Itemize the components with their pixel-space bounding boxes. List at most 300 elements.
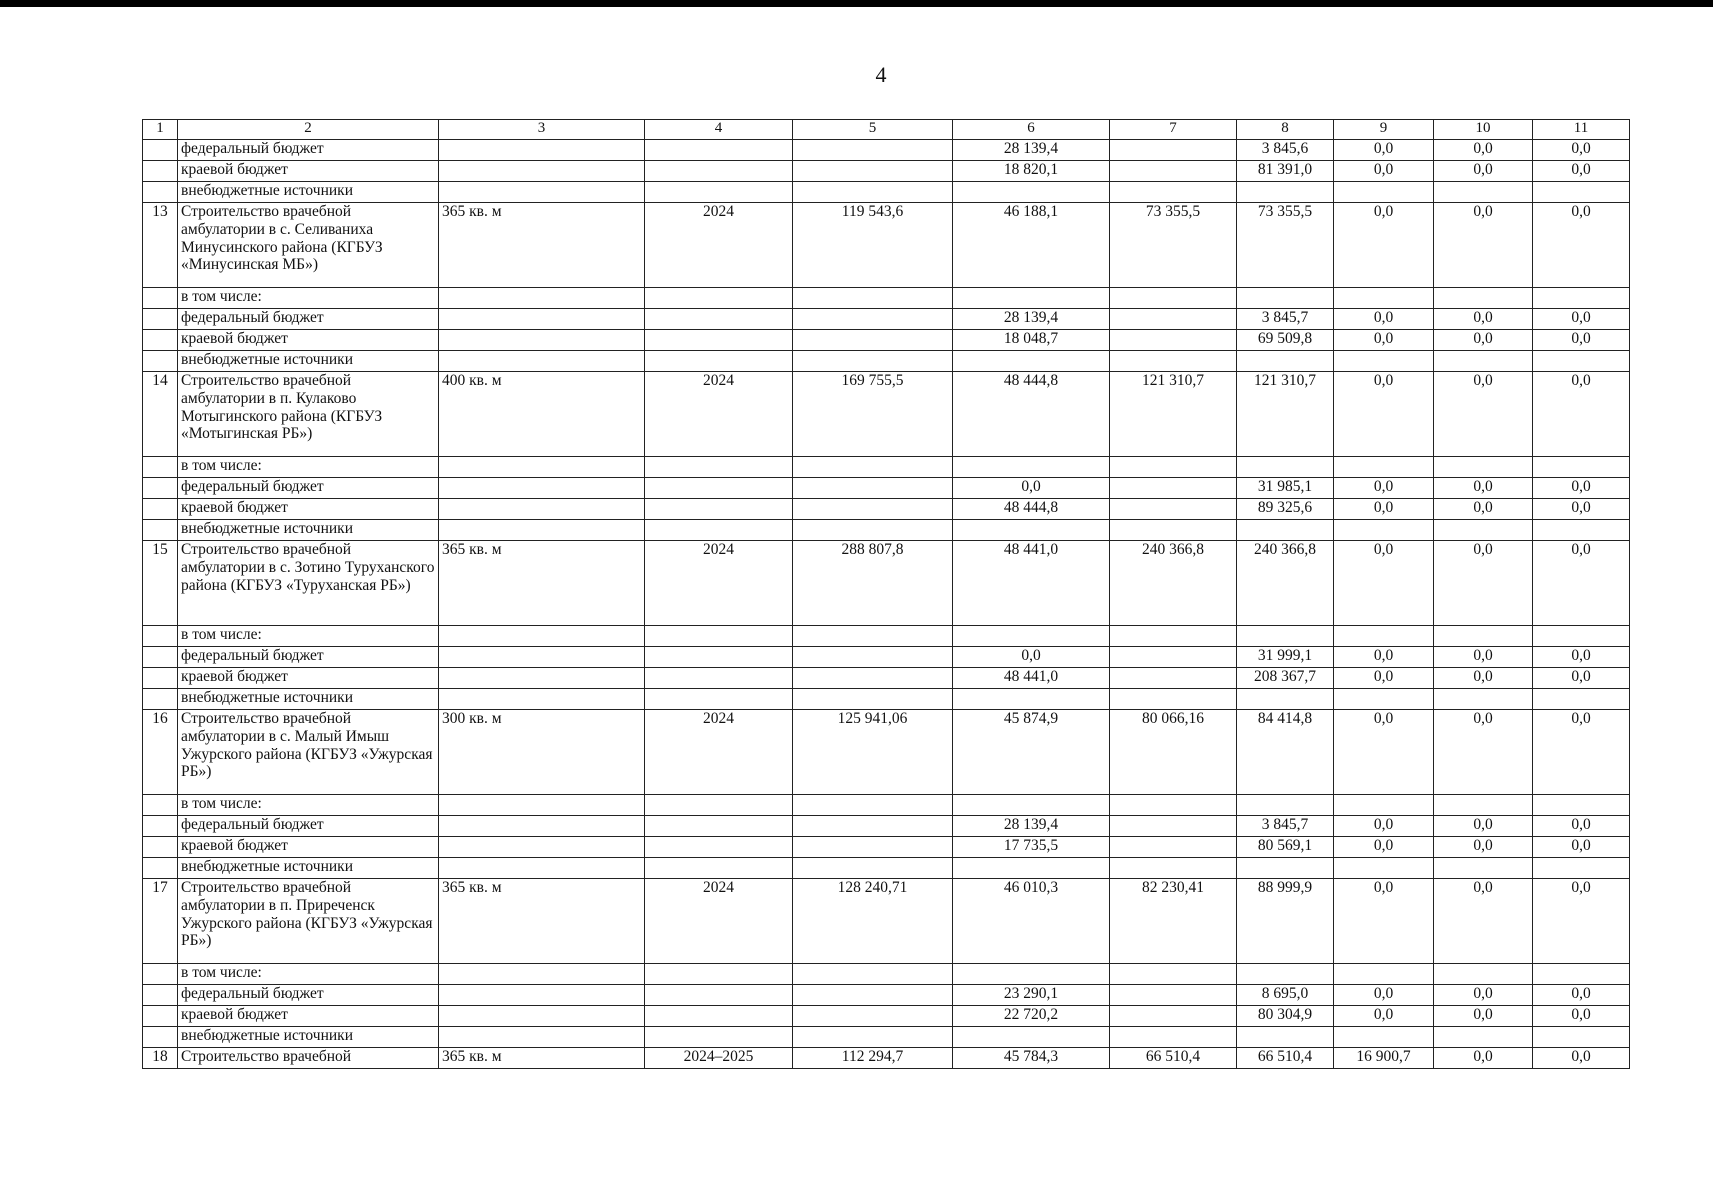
cell-total-cost	[793, 288, 953, 309]
cell-col-9-value	[1334, 182, 1434, 203]
cell-capacity	[439, 816, 645, 837]
cell-total-cost	[793, 795, 953, 816]
cell-col-11-value	[1533, 351, 1630, 372]
cell-period	[645, 964, 793, 985]
cell-col-8-value	[1237, 457, 1334, 478]
column-header-3: 3	[439, 120, 645, 140]
table-row-project	[143, 879, 1630, 964]
cell-item-description: Строительство врачебной амбулатории в с. Малый Имыш Ужурского района (КГБУЗ «Ужурская РБ»)	[178, 710, 439, 795]
cell-col-10-value	[1434, 351, 1533, 372]
cell-row-index	[143, 858, 178, 879]
cell-item-description: в том числе:	[178, 964, 439, 985]
cell-col-11-value: 0,0	[1533, 1006, 1630, 1027]
cell-col-11-value	[1533, 1027, 1630, 1048]
cell-total-cost	[793, 626, 953, 647]
cell-col-8-value: 80 304,9	[1237, 1006, 1334, 1027]
cell-col-6-value	[953, 689, 1110, 710]
cell-col-11-value	[1533, 457, 1630, 478]
cell-total-cost	[793, 182, 953, 203]
cell-capacity	[439, 647, 645, 668]
table-row-funding-source	[143, 351, 1630, 372]
cell-capacity	[439, 689, 645, 710]
cell-col-8-value: 88 999,9	[1237, 879, 1334, 964]
cell-col-11-value: 0,0	[1533, 647, 1630, 668]
cell-col-11-value: 0,0	[1533, 309, 1630, 330]
cell-col-8-value	[1237, 288, 1334, 309]
cell-col-11-value	[1533, 182, 1630, 203]
cell-col-10-value	[1434, 964, 1533, 985]
cell-col-6-value: 45 874,9	[953, 710, 1110, 795]
cell-capacity	[439, 499, 645, 520]
cell-col-8-value: 80 569,1	[1237, 837, 1334, 858]
column-header-7: 7	[1110, 120, 1237, 140]
table-row-funding-source	[143, 140, 1630, 161]
cell-col-10-value: 0,0	[1434, 668, 1533, 689]
cell-col-6-value	[953, 964, 1110, 985]
cell-col-10-value: 0,0	[1434, 330, 1533, 351]
cell-capacity	[439, 288, 645, 309]
column-header-9: 9	[1334, 120, 1434, 140]
cell-item-description: в том числе:	[178, 288, 439, 309]
cell-col-9-value	[1334, 351, 1434, 372]
cell-col-9-value: 0,0	[1334, 499, 1434, 520]
cell-total-cost: 112 294,7	[793, 1048, 953, 1069]
cell-col-11-value: 0,0	[1533, 161, 1630, 182]
cell-col-6-value	[953, 858, 1110, 879]
cell-total-cost	[793, 837, 953, 858]
cell-total-cost: 119 543,6	[793, 203, 953, 288]
cell-col-6-value: 22 720,2	[953, 1006, 1110, 1027]
cell-item-description: краевой бюджет	[178, 330, 439, 351]
table-header-row	[143, 120, 1630, 140]
cell-col-6-value: 48 441,0	[953, 541, 1110, 626]
cell-item-description: федеральный бюджет	[178, 478, 439, 499]
table-row-funding-source	[143, 182, 1630, 203]
cell-col-9-value	[1334, 288, 1434, 309]
cell-col-7-value	[1110, 668, 1237, 689]
cell-total-cost: 128 240,71	[793, 879, 953, 964]
cell-total-cost	[793, 1006, 953, 1027]
cell-col-8-value: 3 845,6	[1237, 140, 1334, 161]
cell-col-10-value	[1434, 795, 1533, 816]
cell-col-7-value	[1110, 647, 1237, 668]
cell-period: 2024	[645, 203, 793, 288]
cell-total-cost: 288 807,8	[793, 541, 953, 626]
cell-col-10-value	[1434, 457, 1533, 478]
cell-capacity: 365 кв. м	[439, 541, 645, 626]
cell-row-index	[143, 689, 178, 710]
cell-col-11-value: 0,0	[1533, 372, 1630, 457]
cell-item-description: федеральный бюджет	[178, 985, 439, 1006]
cell-capacity	[439, 140, 645, 161]
cell-period	[645, 795, 793, 816]
cell-row-index	[143, 457, 178, 478]
cell-col-11-value	[1533, 626, 1630, 647]
cell-col-6-value	[953, 351, 1110, 372]
cell-col-7-value	[1110, 689, 1237, 710]
cell-col-9-value	[1334, 1027, 1434, 1048]
cell-col-7-value	[1110, 858, 1237, 879]
cell-col-11-value: 0,0	[1533, 499, 1630, 520]
cell-col-11-value: 0,0	[1533, 478, 1630, 499]
cell-col-9-value: 0,0	[1334, 710, 1434, 795]
cell-period	[645, 288, 793, 309]
cell-col-7-value: 73 355,5	[1110, 203, 1237, 288]
cell-col-9-value	[1334, 689, 1434, 710]
cell-item-description: федеральный бюджет	[178, 309, 439, 330]
cell-total-cost	[793, 858, 953, 879]
cell-item-description: краевой бюджет	[178, 499, 439, 520]
cell-row-index	[143, 140, 178, 161]
cell-item-description: Строительство врачебной	[178, 1048, 439, 1069]
cell-col-10-value: 0,0	[1434, 816, 1533, 837]
table-row-funding-source	[143, 816, 1630, 837]
cell-period	[645, 837, 793, 858]
cell-col-6-value: 18 048,7	[953, 330, 1110, 351]
cell-row-index	[143, 668, 178, 689]
cell-col-6-value: 0,0	[953, 478, 1110, 499]
cell-row-index	[143, 520, 178, 541]
cell-col-11-value: 0,0	[1533, 816, 1630, 837]
cell-period: 2024	[645, 541, 793, 626]
cell-col-10-value: 0,0	[1434, 140, 1533, 161]
cell-col-7-value: 240 366,8	[1110, 541, 1237, 626]
page-number: 4	[875, 62, 887, 87]
cell-col-11-value: 0,0	[1533, 985, 1630, 1006]
table-body	[143, 120, 1630, 1069]
cell-col-7-value: 82 230,41	[1110, 879, 1237, 964]
cell-col-6-value: 46 010,3	[953, 879, 1110, 964]
cell-col-6-value: 48 441,0	[953, 668, 1110, 689]
cell-total-cost	[793, 140, 953, 161]
column-header-4: 4	[645, 120, 793, 140]
cell-col-10-value	[1434, 288, 1533, 309]
cell-col-10-value: 0,0	[1434, 541, 1533, 626]
cell-period	[645, 457, 793, 478]
cell-col-6-value: 45 784,3	[953, 1048, 1110, 1069]
cell-total-cost	[793, 520, 953, 541]
cell-col-10-value: 0,0	[1434, 710, 1533, 795]
table-row-funding-source	[143, 288, 1630, 309]
cell-total-cost	[793, 1027, 953, 1048]
cell-col-9-value: 0,0	[1334, 837, 1434, 858]
column-header-5: 5	[793, 120, 953, 140]
cell-capacity: 365 кв. м	[439, 1048, 645, 1069]
cell-col-10-value: 0,0	[1434, 985, 1533, 1006]
cell-col-8-value: 66 510,4	[1237, 1048, 1334, 1069]
cell-col-10-value	[1434, 626, 1533, 647]
cell-row-index	[143, 964, 178, 985]
cell-col-10-value: 0,0	[1434, 478, 1533, 499]
cell-col-7-value	[1110, 837, 1237, 858]
cell-row-index: 17	[143, 879, 178, 964]
cell-col-6-value	[953, 795, 1110, 816]
cell-row-index	[143, 647, 178, 668]
cell-col-10-value: 0,0	[1434, 161, 1533, 182]
cell-capacity	[439, 351, 645, 372]
cell-item-description: внебюджетные источники	[178, 351, 439, 372]
cell-row-index	[143, 985, 178, 1006]
cell-col-8-value	[1237, 689, 1334, 710]
table-row-funding-source	[143, 647, 1630, 668]
cell-period: 2024	[645, 710, 793, 795]
cell-row-index	[143, 309, 178, 330]
cell-col-6-value: 48 444,8	[953, 372, 1110, 457]
cell-col-11-value: 0,0	[1533, 541, 1630, 626]
cell-item-description: внебюджетные источники	[178, 520, 439, 541]
cell-period	[645, 816, 793, 837]
cell-total-cost	[793, 478, 953, 499]
cell-col-6-value	[953, 626, 1110, 647]
table-row-funding-source	[143, 309, 1630, 330]
cell-period	[645, 309, 793, 330]
cell-row-index	[143, 478, 178, 499]
cell-col-8-value: 89 325,6	[1237, 499, 1334, 520]
cell-capacity	[439, 1027, 645, 1048]
cell-col-7-value	[1110, 182, 1237, 203]
cell-col-8-value: 31 985,1	[1237, 478, 1334, 499]
cell-col-9-value: 0,0	[1334, 879, 1434, 964]
cell-col-7-value	[1110, 330, 1237, 351]
cell-col-8-value: 3 845,7	[1237, 816, 1334, 837]
cell-col-8-value	[1237, 964, 1334, 985]
cell-col-7-value	[1110, 626, 1237, 647]
cell-row-index	[143, 351, 178, 372]
cell-capacity: 365 кв. м	[439, 879, 645, 964]
cell-capacity	[439, 478, 645, 499]
cell-row-index	[143, 330, 178, 351]
cell-col-6-value: 28 139,4	[953, 140, 1110, 161]
cell-item-description: федеральный бюджет	[178, 647, 439, 668]
cell-col-8-value: 240 366,8	[1237, 541, 1334, 626]
table-row-funding-source	[143, 985, 1630, 1006]
cell-col-11-value: 0,0	[1533, 1048, 1630, 1069]
cell-period	[645, 478, 793, 499]
cell-col-7-value	[1110, 288, 1237, 309]
cell-item-description: внебюджетные источники	[178, 182, 439, 203]
cell-col-8-value: 31 999,1	[1237, 647, 1334, 668]
table-row-funding-source	[143, 1006, 1630, 1027]
cell-item-description: в том числе:	[178, 457, 439, 478]
cell-col-11-value	[1533, 520, 1630, 541]
cell-col-9-value: 0,0	[1334, 309, 1434, 330]
cell-col-9-value: 0,0	[1334, 372, 1434, 457]
cell-item-description: краевой бюджет	[178, 161, 439, 182]
cell-col-9-value: 0,0	[1334, 541, 1434, 626]
cell-total-cost: 125 941,06	[793, 710, 953, 795]
cell-col-11-value	[1533, 964, 1630, 985]
cell-col-9-value: 16 900,7	[1334, 1048, 1434, 1069]
table-row-funding-source	[143, 499, 1630, 520]
column-header-10: 10	[1434, 120, 1533, 140]
cell-col-6-value: 0,0	[953, 647, 1110, 668]
cell-col-9-value: 0,0	[1334, 140, 1434, 161]
cell-col-9-value	[1334, 795, 1434, 816]
cell-col-7-value	[1110, 478, 1237, 499]
cell-row-index	[143, 182, 178, 203]
cell-col-6-value: 18 820,1	[953, 161, 1110, 182]
cell-col-8-value	[1237, 795, 1334, 816]
table-row-project	[143, 372, 1630, 457]
cell-total-cost	[793, 964, 953, 985]
cell-col-10-value: 0,0	[1434, 879, 1533, 964]
cell-row-index: 16	[143, 710, 178, 795]
cell-col-10-value: 0,0	[1434, 1048, 1533, 1069]
cell-item-description: Строительство врачебной амбулатории в с. Зотино Туруханского района (КГБУЗ «Туруханская РБ»)	[178, 541, 439, 626]
cell-row-index	[143, 1027, 178, 1048]
cell-col-6-value: 28 139,4	[953, 816, 1110, 837]
cell-row-index	[143, 1006, 178, 1027]
cell-col-11-value: 0,0	[1533, 668, 1630, 689]
cell-capacity: 365 кв. м	[439, 203, 645, 288]
cell-col-10-value: 0,0	[1434, 837, 1533, 858]
cell-col-7-value: 80 066,16	[1110, 710, 1237, 795]
cell-col-11-value: 0,0	[1533, 330, 1630, 351]
cell-col-11-value: 0,0	[1533, 837, 1630, 858]
cell-col-10-value: 0,0	[1434, 372, 1533, 457]
cell-item-description: в том числе:	[178, 795, 439, 816]
cell-total-cost	[793, 689, 953, 710]
cell-period	[645, 647, 793, 668]
cell-capacity	[439, 161, 645, 182]
cell-period	[645, 520, 793, 541]
cell-period	[645, 499, 793, 520]
cell-col-8-value	[1237, 858, 1334, 879]
cell-period	[645, 1006, 793, 1027]
cell-col-9-value: 0,0	[1334, 985, 1434, 1006]
cell-col-7-value	[1110, 1006, 1237, 1027]
table-row-funding-source	[143, 668, 1630, 689]
cell-col-8-value	[1237, 1027, 1334, 1048]
cell-total-cost	[793, 668, 953, 689]
cell-period	[645, 858, 793, 879]
cell-col-7-value	[1110, 161, 1237, 182]
cell-row-index	[143, 499, 178, 520]
cell-col-8-value: 81 391,0	[1237, 161, 1334, 182]
cell-item-description: федеральный бюджет	[178, 816, 439, 837]
table-row-funding-source	[143, 1027, 1630, 1048]
table-row-funding-source	[143, 795, 1630, 816]
cell-row-index	[143, 816, 178, 837]
cell-item-description: краевой бюджет	[178, 668, 439, 689]
cell-col-7-value	[1110, 140, 1237, 161]
cell-col-7-value	[1110, 816, 1237, 837]
cell-row-index: 14	[143, 372, 178, 457]
cell-col-8-value	[1237, 520, 1334, 541]
cell-col-9-value	[1334, 964, 1434, 985]
table-row-project	[143, 203, 1630, 288]
cell-col-7-value	[1110, 1027, 1237, 1048]
cell-col-6-value	[953, 457, 1110, 478]
cell-period	[645, 985, 793, 1006]
cell-col-9-value	[1334, 858, 1434, 879]
cell-item-description: федеральный бюджет	[178, 140, 439, 161]
cell-item-description: Строительство врачебной амбулатории в с. Селиваниха Минусинского района (КГБУЗ «Минусинская МБ»)	[178, 203, 439, 288]
table-row-funding-source	[143, 626, 1630, 647]
cell-col-7-value	[1110, 499, 1237, 520]
cell-col-6-value: 28 139,4	[953, 309, 1110, 330]
cell-col-9-value: 0,0	[1334, 478, 1434, 499]
cell-col-11-value	[1533, 858, 1630, 879]
cell-row-index	[143, 626, 178, 647]
cell-period	[645, 161, 793, 182]
cell-col-10-value	[1434, 1027, 1533, 1048]
cell-col-7-value: 66 510,4	[1110, 1048, 1237, 1069]
cell-row-index	[143, 288, 178, 309]
cell-item-description: внебюджетные источники	[178, 689, 439, 710]
cell-col-10-value: 0,0	[1434, 1006, 1533, 1027]
cell-capacity	[439, 626, 645, 647]
cell-col-8-value: 3 845,7	[1237, 309, 1334, 330]
cell-capacity	[439, 457, 645, 478]
cell-col-10-value	[1434, 858, 1533, 879]
cell-col-6-value	[953, 520, 1110, 541]
cell-col-7-value: 121 310,7	[1110, 372, 1237, 457]
cell-col-10-value: 0,0	[1434, 203, 1533, 288]
cell-period: 2024–2025	[645, 1048, 793, 1069]
cell-col-10-value: 0,0	[1434, 499, 1533, 520]
budget-table	[142, 119, 1630, 1069]
cell-col-9-value: 0,0	[1334, 203, 1434, 288]
cell-capacity	[439, 837, 645, 858]
cell-col-8-value	[1237, 182, 1334, 203]
cell-col-8-value: 73 355,5	[1237, 203, 1334, 288]
cell-col-10-value	[1434, 689, 1533, 710]
cell-col-7-value	[1110, 795, 1237, 816]
cell-period: 2024	[645, 372, 793, 457]
cell-period	[645, 689, 793, 710]
cell-col-11-value	[1533, 288, 1630, 309]
cell-col-11-value	[1533, 795, 1630, 816]
cell-total-cost	[793, 161, 953, 182]
cell-col-10-value	[1434, 520, 1533, 541]
cell-total-cost	[793, 499, 953, 520]
cell-total-cost	[793, 985, 953, 1006]
cell-total-cost	[793, 330, 953, 351]
cell-col-9-value: 0,0	[1334, 647, 1434, 668]
cell-col-9-value: 0,0	[1334, 1006, 1434, 1027]
column-header-11: 11	[1533, 120, 1630, 140]
column-header-8: 8	[1237, 120, 1334, 140]
cell-col-9-value: 0,0	[1334, 816, 1434, 837]
cell-item-description: в том числе:	[178, 626, 439, 647]
table-row-funding-source	[143, 520, 1630, 541]
cell-col-6-value: 17 735,5	[953, 837, 1110, 858]
table-row-funding-source	[143, 964, 1630, 985]
table-row-project	[143, 1048, 1630, 1069]
cell-col-11-value: 0,0	[1533, 140, 1630, 161]
cell-col-6-value: 46 188,1	[953, 203, 1110, 288]
cell-col-9-value: 0,0	[1334, 668, 1434, 689]
cell-capacity	[439, 1006, 645, 1027]
cell-period	[645, 182, 793, 203]
cell-col-11-value: 0,0	[1533, 710, 1630, 795]
cell-item-description: краевой бюджет	[178, 1006, 439, 1027]
cell-col-7-value	[1110, 351, 1237, 372]
cell-col-9-value	[1334, 457, 1434, 478]
cell-col-8-value	[1237, 626, 1334, 647]
table-row-funding-source	[143, 689, 1630, 710]
cell-col-8-value: 84 414,8	[1237, 710, 1334, 795]
cell-capacity	[439, 520, 645, 541]
cell-period	[645, 668, 793, 689]
cell-capacity	[439, 964, 645, 985]
cell-col-9-value: 0,0	[1334, 330, 1434, 351]
cell-total-cost	[793, 816, 953, 837]
cell-row-index: 18	[143, 1048, 178, 1069]
cell-total-cost	[793, 309, 953, 330]
cell-row-index: 15	[143, 541, 178, 626]
